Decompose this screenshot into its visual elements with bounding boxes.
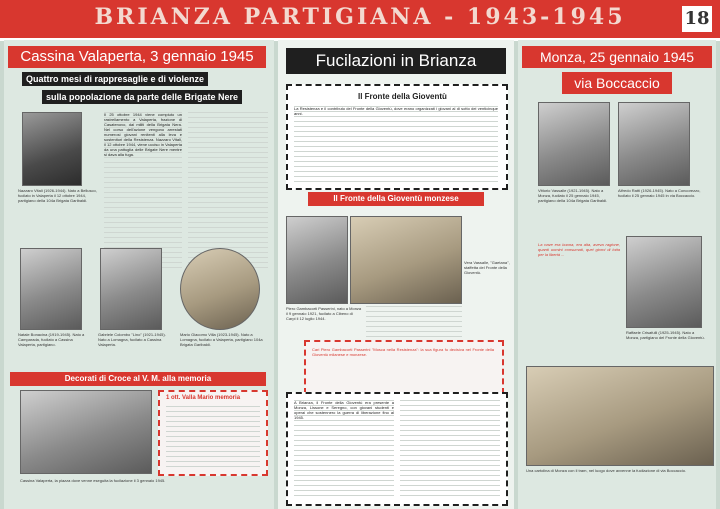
left-subtitle-1: Quattro mesi di rappresaglie e di violenze: [22, 72, 208, 86]
bottom-text-col1: A Brianza, il Fronte della Gioventù era presente a Monza, Lissone e Seregno, con giovani studenti e operai che sostennero la guerra di liberazione fino al 1945.: [294, 400, 394, 496]
left-column: [4, 40, 274, 509]
quote-box-text: Cari Piero Gambacorti Passerini "Mosca nella Resistenza": la sua figura fu decisiva nel Fronte della Gioventù milanese e monzese.: [312, 347, 494, 357]
bottom-text-box: [286, 392, 508, 506]
caption-bonacina: Natale Bonacina (1919-1945). Nato a Camparada, fucilato a Cassina Valaperta, partigiano.: [18, 332, 85, 347]
caption-vassalle: Vittorio Vassalle (1921-1945). Nato a Monza, fucilato il 25 gennaio 1945, partigiano della 104a Brigata Garibaldi.: [538, 188, 608, 203]
page-number: 18: [682, 6, 712, 32]
photo-villa: [180, 248, 260, 330]
caption-passerini: Piero Gambacorti Passerini, nato a Monza il 9 gennaio 1921, fucilato a Cibeno di Carpi il 12 luglio 1944.: [286, 306, 362, 321]
right-quote: La nave era buona, era alta, aveva ragione, quanti uomini consumati, quei giorni di lotta per la libertà ...: [538, 242, 620, 257]
photo-square: [20, 390, 152, 474]
photo-bonacina: [20, 248, 82, 330]
fronte-box: [286, 84, 508, 190]
fronte-monzese-title: Il Fronte della Gioventù monzese: [308, 192, 484, 206]
caption-vitali: Nazzaro Vitali (1926-1944). Nato a Bellusco, fucilato in Valaperta il 12 ottobre 1944, partigiano della 104a Brigata Garibaldi.: [18, 188, 97, 203]
medal-box-title: 1 ott. Valla Mario memoria: [166, 395, 241, 401]
right-subtitle: via Boccaccio: [562, 72, 672, 94]
medal-band: Decorati di Croce al V. M. alla memoria: [10, 372, 266, 386]
header-title: BRIANZA PARTIGIANA - 1943-1945: [94, 4, 626, 30]
photo-colombo: [100, 248, 162, 330]
caption-tram: Una cartolina di Monza con il tram, nel luogo dove avvenne la fucilazione di via Boccaccio.: [526, 468, 687, 473]
fronte-box-title: Il Fronte della Gioventù: [358, 92, 447, 101]
quote-box: [304, 340, 504, 394]
photo-crisafulli: [626, 236, 702, 328]
bottom-text-col2: [400, 400, 500, 496]
left-subtitle-2: sulla popolazione da parte delle Brigate Nere: [42, 90, 242, 104]
left-title: Cassina Valaperta, 3 gennaio 1945: [8, 46, 266, 68]
middle-title: Fucilazioni in Brianza: [286, 48, 506, 74]
left-article-col1: Il 25 ottobre 1944 viene compiuto un rastrellamento a Valaperta, frazione di Casatenovo, dai militi della Brigata Nera. Nel corso dell'azione vengono arrestati numerosi giovani renitenti alla leva e sostenitori della Resistenza. Nazzaro Vitali, il 12 ottobre 1944, viene ucciso in Valaperta da una pattuglia delle Brigate Nere mentre si dava alla fuga.: [104, 112, 182, 272]
photo-vitali: [22, 112, 82, 186]
photo-vassalle: [538, 102, 610, 186]
caption-square: Cassina Valaperta, la piazza dove venne eseguita la fucilazione il 3 gennaio 1945.: [20, 478, 166, 483]
photo-tram: [526, 366, 714, 466]
photo-document: [350, 216, 462, 304]
photo-passerini: [286, 216, 348, 304]
middle-column: [278, 40, 514, 509]
right-title: Monza, 25 gennaio 1945: [522, 46, 712, 68]
right-column: [518, 40, 716, 509]
caption-colombo: Gabriele Colombo "Lino" (1921-1945). Nato a Lomagna, fucilato a Cassina Valaperta.: [98, 332, 166, 347]
photo-cerutti: [618, 102, 690, 186]
medal-box: [158, 390, 268, 476]
caption-cerutti: Alfredo Ratti (1926-1945). Nato a Concorezzo, fucilato il 25 gennaio 1945 in via Boccaccio.: [618, 188, 701, 198]
header-banner: [0, 0, 720, 41]
caption-bascia: Vera Vassalle, "Gaetana", staffetta del Fronte della Gioventù.: [464, 260, 510, 275]
medal-box-text: [166, 406, 260, 468]
caption-crisafulli: Raffaele Crisafulli (1925-1945). Nato a Monza, partigiano del Fronte della Gioventù.: [626, 330, 705, 340]
caption-villa: Mario Giacomo Villa (1923-1945). Nato a Lomagna, fucilato a Valaperta, partigiano 104a Brigata Garibaldi.: [180, 332, 263, 347]
fronte-box-text: La Resistenza e il contributo del Fronte della Gioventù, dove erano organizzati i giovani al di sotto dei venticinque anni.: [294, 106, 498, 182]
